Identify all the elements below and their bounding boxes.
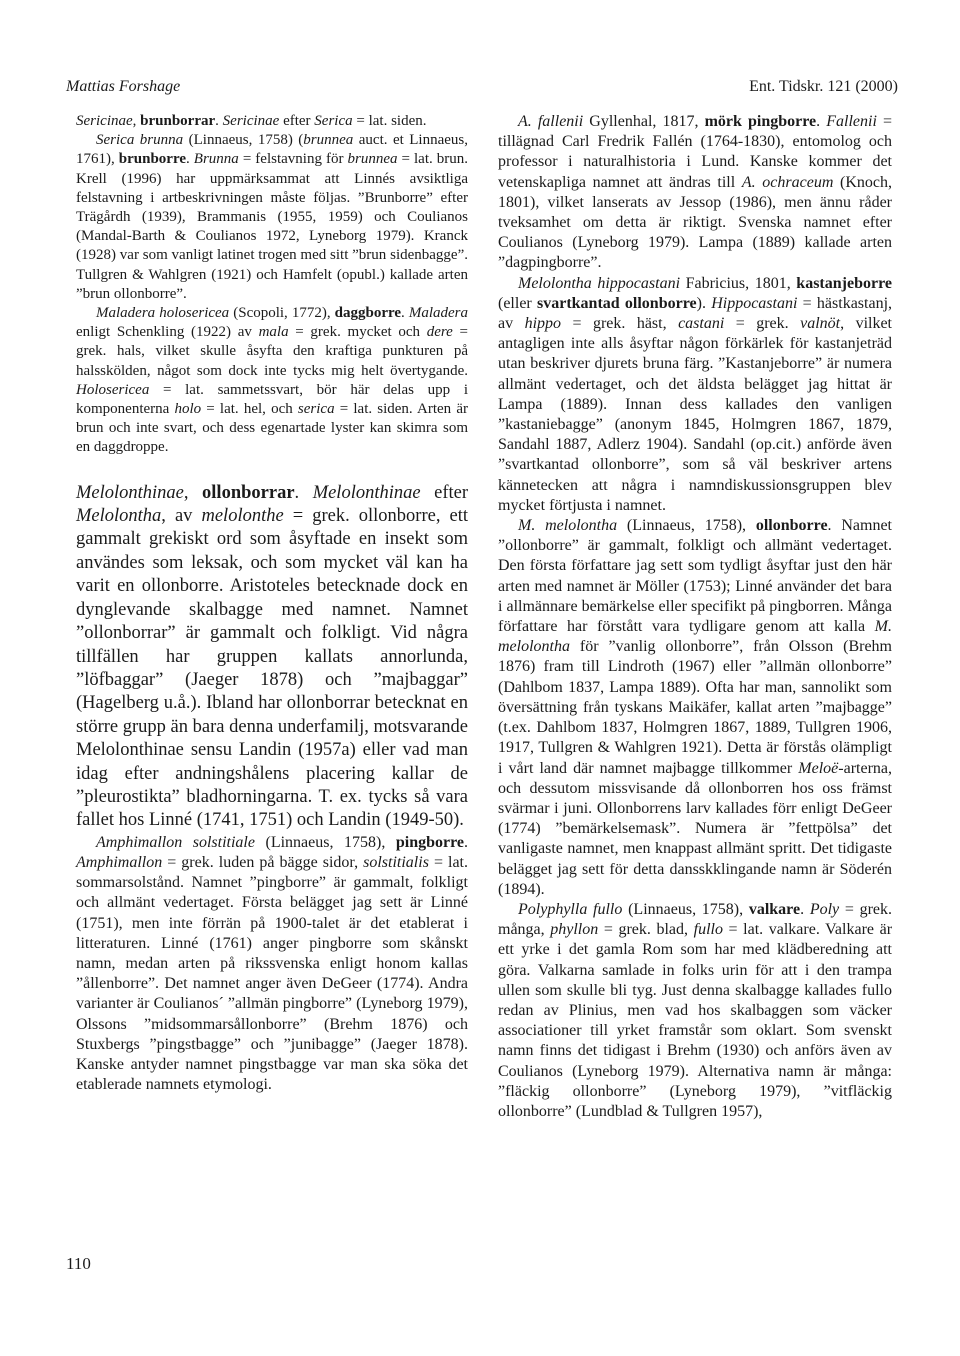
- paragraph-amphimallon: Amphimallon solstitiale (Linnaeus, 1758), pingborre. Amphimallon = grek. luden på bägge sidor, solstitialis = lat. sommarsolstånd. Namnet ”pingborre” är gammalt, folkligt och allmänt vedertaget. Första belägget jag sett är Linné (1751), men inte förrän på 1900-talet är det etablerat i litteraturen. Linné (1761) anger pingborre som skånskt namn, medan arten på rikssvenska enligt honom kallas ”ållenborre”. Det namnet anger även DeGeer (1774). Andra varianter är Coulianos´ ”allmän pingborre” (Lyneborg 1979), Olssons ”midsommarsållonborre” (Brehm 1876) och Stuxbergs ”pingstbagge” och ”junibagge” (Jaeger 1878). Kanske antyder namnet pingstbagge var man ska söka det etablerade namnets etymologi.: [76, 833, 469, 1094]
- paragraph-melolonthinae: Melolonthinae, ollonborrar. Melolonthinae efter Melolontha, av melolonthe = grek. ollonborre, ett gammalt grekiskt ord som åsyftade en insekt som användes som leksak, och som mycket väl kan ha varit en ollonborre. Aristoteles betecknade dock en dynglevande skalbagge med namnet. Namnet ”ollonborrar” är gammalt och folkligt. Vid några tillfällen har gruppen kallats annorlunda, ”löfbaggar” (Jaeger 1878) och ”majbaggar” (Hagelberg u.å.). Ibland har ollonborrar betecknat en större grupp än bara denna underfamilj, motsvarande Melolonthinae sensu Landin (1957a) eller vad man idag efter andningshålens placering kallar de ”pleurostikta” bladhorningarna. T. ex. tycks så vara fallet hos Linné (1741, 1751) och Landin (1949-50).: [76, 482, 468, 831]
- left-column: [76, 112, 468, 1095]
- right-column: [498, 112, 892, 1122]
- page-number: 110: [66, 1254, 91, 1273]
- running-head-author: Mattias Forshage: [66, 78, 181, 95]
- paragraph-m-melolontha: M. melolontha (Linnaeus, 1758), ollonborre. Namnet ”ollonborre” är gammalt, folkligt och allmänt vedertaget. Den första författare jag sett som tydligt åsyftar just den här arten med namnet är Möller (1753); Linné använder det bara i allmännare bemärkelse eller specifikt på pingborren. Många författare har förstått vara tydligare genom att kalla M. melolontha för ”vanlig ollonborre”, från Olsson (Brehm 1876) fram till Lindroth (1967) eller ”allmän ollonborre” (Dahlbom 1837, Lampa 1889). Ofta har man, sannolikt som översättning från tyskans Maikäfer, kallat arten ”majbagge” (t.ex. Dahlbom 1837, Holmgren 1867, 1889, Tullgren 1906, 1917, Tullgren & Wahlgren 1921). Detta är förstås olämpligt i vårt land där namnet majbagge tillkommer Meloë-arterna, och dessutom missvisande då ollonborren hos oss främst svärmar i juni. Ollonborrens larv kallades förr enligt DeGeer (1774) ”bemärkelsemask”. Numera är ”fettpölsa” det vanligaste namnet, men knappast allmänt spritt. Det tidigaste belägget jag sett för detta dansskklingande namn är Söderén (1894).: [498, 517, 892, 898]
- running-head-journal: Ent. Tidskr. 121 (2000): [749, 78, 898, 95]
- paragraph-maladera: Maladera holosericea (Scopoli, 1772), daggborre. Maladera enligt Schenkling (1922) av mala = grek. mycket och dere = grek. hals, vilket skulle åsyfta den kraftiga punkturen på halsskölden, något som dock inte tycks mig helt övertygande. Holosericea = lat. sammetssvart, bör här delas upp i komponenterna holo = lat. hel, och serica = lat. siden. Arten är brun och inte svart, och dess egenartade lyster kan skimra som en daggdroppe.: [76, 305, 469, 456]
- paragraph-sericinae: Sericinae, brunborrar. Sericinae efter Serica = lat. siden.: [76, 113, 427, 129]
- paragraph-melolontha-hippocastani: Melolontha hippocastani Fabricius, 1801, kastanjeborre (eller svartkantad ollonborre). Hippocastani = hästkastanj, av hippo = grek. häst, castani = grek. valnöt, vilket antagligen inte alls åsyftar någon förkärlek för kastanjeträd utan beskriver djurets bruna färg. ”Kastanjeborre” är numera allmänt vedertaget, och det äldsta belägget jag hittat är Lampa (1889). Innan dess kallades den vanligen ”kastaniebagge” (anonym 1845, Holmgren 1867, 1879, Sandahl 1887, Adlerz 1904). Sandahl (op.cit.) anförde även ”svartkantad ollonborre”, som så väl beskriver artens kännetecken att några i namndiskussionsgruppen blev mycket förtjusta i namnet.: [498, 274, 893, 514]
- paragraph-polyphylla: Polyphylla fullo (Linnaeus, 1758), valkare. Poly = grek. många, phyllon = grek. blad, fullo = lat. valkare. Valkare är ett yrke i det gamla Rom som har med klädberedning att göra. Valkarna samlade in folks urin för att i den trampa ullen som skulle bli tyg. Just denna skalbagge kallades fullo redan av Plinius, men vad hos skalbaggen som väcker associationer till yrket framstår som oklart. Som svenskt namn finns det tidigast i Brehm (1930) och anförs även av Coulianos (Lyneborg 1979). Alternativa namn är många: ”fläckig ollonborre” (Lyneborg 1979), ”vitfläckig ollonborre” (Lundblad & Tullgren 1957),: [498, 900, 893, 1120]
- paragraph-serica-brunna: Serica brunna (Linnaeus, 1758) (brunnea auct. et Linnaeus, 1761), brunborre. Brunna = felstavning för brunnea = lat. brun. Krell (1996) har uppmärksammat att Linnés avsiktliga felstavning i artbeskrivningen måste följas. ”Brunborre” efter Trägårdh (1939), Brammanis (1955, 1959) och Coulianos (Mandal-Barth & Coulianos 1972, Lyneborg 1979). Kranck (1928) var som vanligt latinet trogen med sitt ”brun sidenbagge”. Tullgren & Wahlgren (1921) och Hamfelt (opubl.) kallade arten ”brun ollonborre”.: [76, 132, 469, 302]
- paragraph-a-fallenii: A. fallenii Gyllenhal, 1817, mörk pingborre. Fallenii = tillägnad Carl Fredrik Fallén (1764-1830), entomolog och professor i naturalhistoria i Lund. Kanske kommer det vetenskapliga namnet att ändras till A. ochraceum (Knoch, 1801), vilket lanserats av Jessop (1986), men ännu råder tveksamhet om detta är riktigt. Svenska namnet efter Coulianos (Lyneborg 1979). Lampa (1889) kallade arten ”dagpingborre”.: [498, 113, 893, 272]
